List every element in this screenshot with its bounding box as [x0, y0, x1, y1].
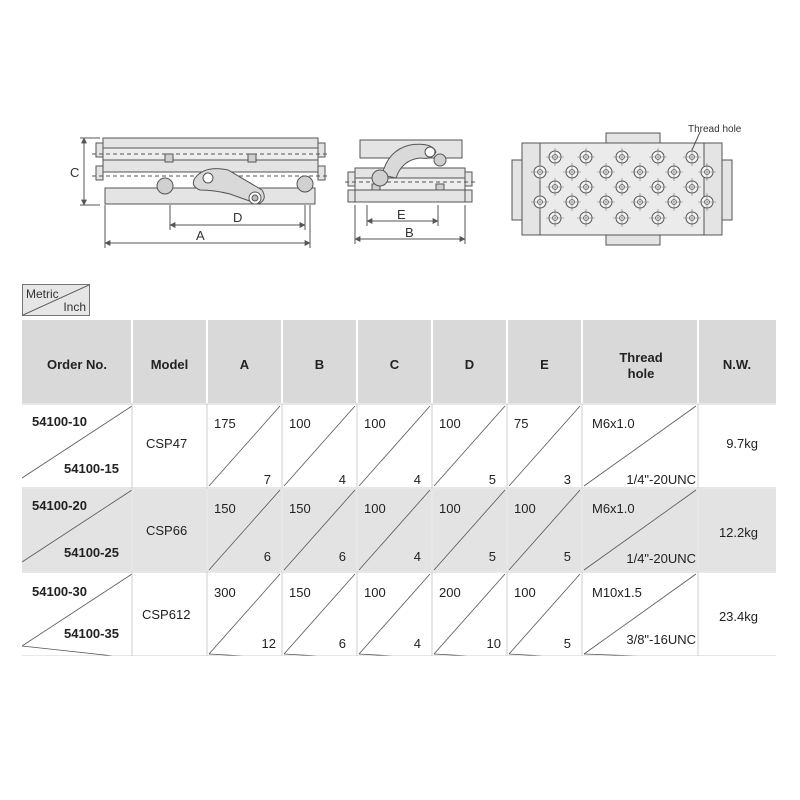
- row1-order-metric: 54100-10: [32, 414, 87, 429]
- dim-d-label: D: [233, 210, 243, 225]
- row2-c-metric: 100: [364, 501, 386, 516]
- row3-c-metric: 100: [364, 585, 386, 600]
- dim-b-label: B: [405, 225, 414, 240]
- row3-d-metric: 200: [439, 585, 461, 600]
- header-model: Model: [150, 357, 189, 372]
- row3-e-metric: 100: [514, 585, 536, 600]
- row2-c-inch: 4: [413, 549, 421, 564]
- row2-d-inch: 5: [488, 549, 496, 564]
- row1-e-inch: 3: [563, 472, 571, 487]
- row3-b-inch: 6: [338, 636, 346, 651]
- row1-b-inch: 4: [338, 472, 346, 487]
- row3-d-inch: 10: [486, 636, 501, 651]
- legend-inch-label: Inch: [63, 300, 86, 314]
- dim-e-label: E: [397, 207, 406, 222]
- dim-c-label: C: [70, 165, 80, 180]
- row1-thread-inch: 1/4"-20UNC: [626, 472, 696, 487]
- row1-thread-metric: M6x1.0: [592, 416, 635, 431]
- header-thread-hole-line2: hole: [627, 366, 655, 381]
- row2-b-inch: 6: [338, 549, 346, 564]
- row1-d-inch: 5: [488, 472, 496, 487]
- row3-thread-inch: 3/8"-16UNC: [626, 632, 696, 647]
- units-legend: [22, 284, 90, 316]
- row1-c-metric: 100: [364, 416, 386, 431]
- row2-model: CSP66: [146, 523, 188, 538]
- row1-d-metric: 100: [439, 416, 461, 431]
- row2-a-metric: 150: [214, 501, 236, 516]
- header-nw: N.W.: [722, 357, 752, 372]
- row2-order-metric: 54100-20: [32, 498, 87, 513]
- header-c: C: [389, 357, 400, 372]
- row3-a-metric: 300: [214, 585, 236, 600]
- technical-drawings: [0, 0, 800, 270]
- row1-nw: 9.7kg: [726, 436, 758, 451]
- row2-d-metric: 100: [439, 501, 461, 516]
- row2-thread-inch: 1/4"-20UNC: [626, 551, 696, 566]
- row1-order-inch: 54100-15: [64, 461, 119, 476]
- dim-a-label: A: [196, 228, 205, 243]
- header-e: E: [540, 357, 549, 372]
- row2-order-inch: 54100-25: [64, 545, 119, 560]
- side-view-drawing: [80, 138, 330, 248]
- row1-b-metric: 100: [289, 416, 311, 431]
- legend-metric-label: Metric: [26, 287, 59, 301]
- header-order-no: Order No.: [47, 357, 107, 372]
- header-d: D: [464, 357, 475, 372]
- row1-a-inch: 7: [263, 472, 271, 487]
- row2-nw: 12.2kg: [718, 525, 758, 540]
- thread-hole-label: Thread hole: [688, 124, 742, 135]
- thread-holes: [531, 148, 716, 227]
- row2-thread-metric: M6x1.0: [592, 501, 635, 516]
- row1-c-inch: 4: [413, 472, 421, 487]
- row3-order-inch: 54100-35: [64, 626, 119, 641]
- header-b: B: [314, 357, 325, 372]
- header-thread-hole-line1: Thread: [619, 350, 663, 365]
- row1-e-metric: 75: [514, 416, 529, 431]
- header-a: A: [239, 357, 250, 372]
- row2-a-inch: 6: [263, 549, 271, 564]
- row3-c-inch: 4: [413, 636, 421, 651]
- row3-thread-metric: M10x1.5: [592, 585, 642, 600]
- row2-e-metric: 100: [514, 501, 536, 516]
- row1-a-metric: 175: [214, 416, 236, 431]
- row2-e-inch: 5: [563, 549, 571, 564]
- row2-b-metric: 150: [289, 501, 311, 516]
- row3-nw: 23.4kg: [718, 609, 758, 624]
- row1-model: CSP47: [146, 436, 188, 451]
- row3-b-metric: 150: [289, 585, 311, 600]
- row3-model: CSP612: [142, 607, 191, 622]
- row3-e-inch: 5: [563, 636, 571, 651]
- row3-order-metric: 54100-30: [32, 584, 87, 599]
- row3-a-inch: 12: [261, 636, 276, 651]
- spec-table: [22, 320, 776, 656]
